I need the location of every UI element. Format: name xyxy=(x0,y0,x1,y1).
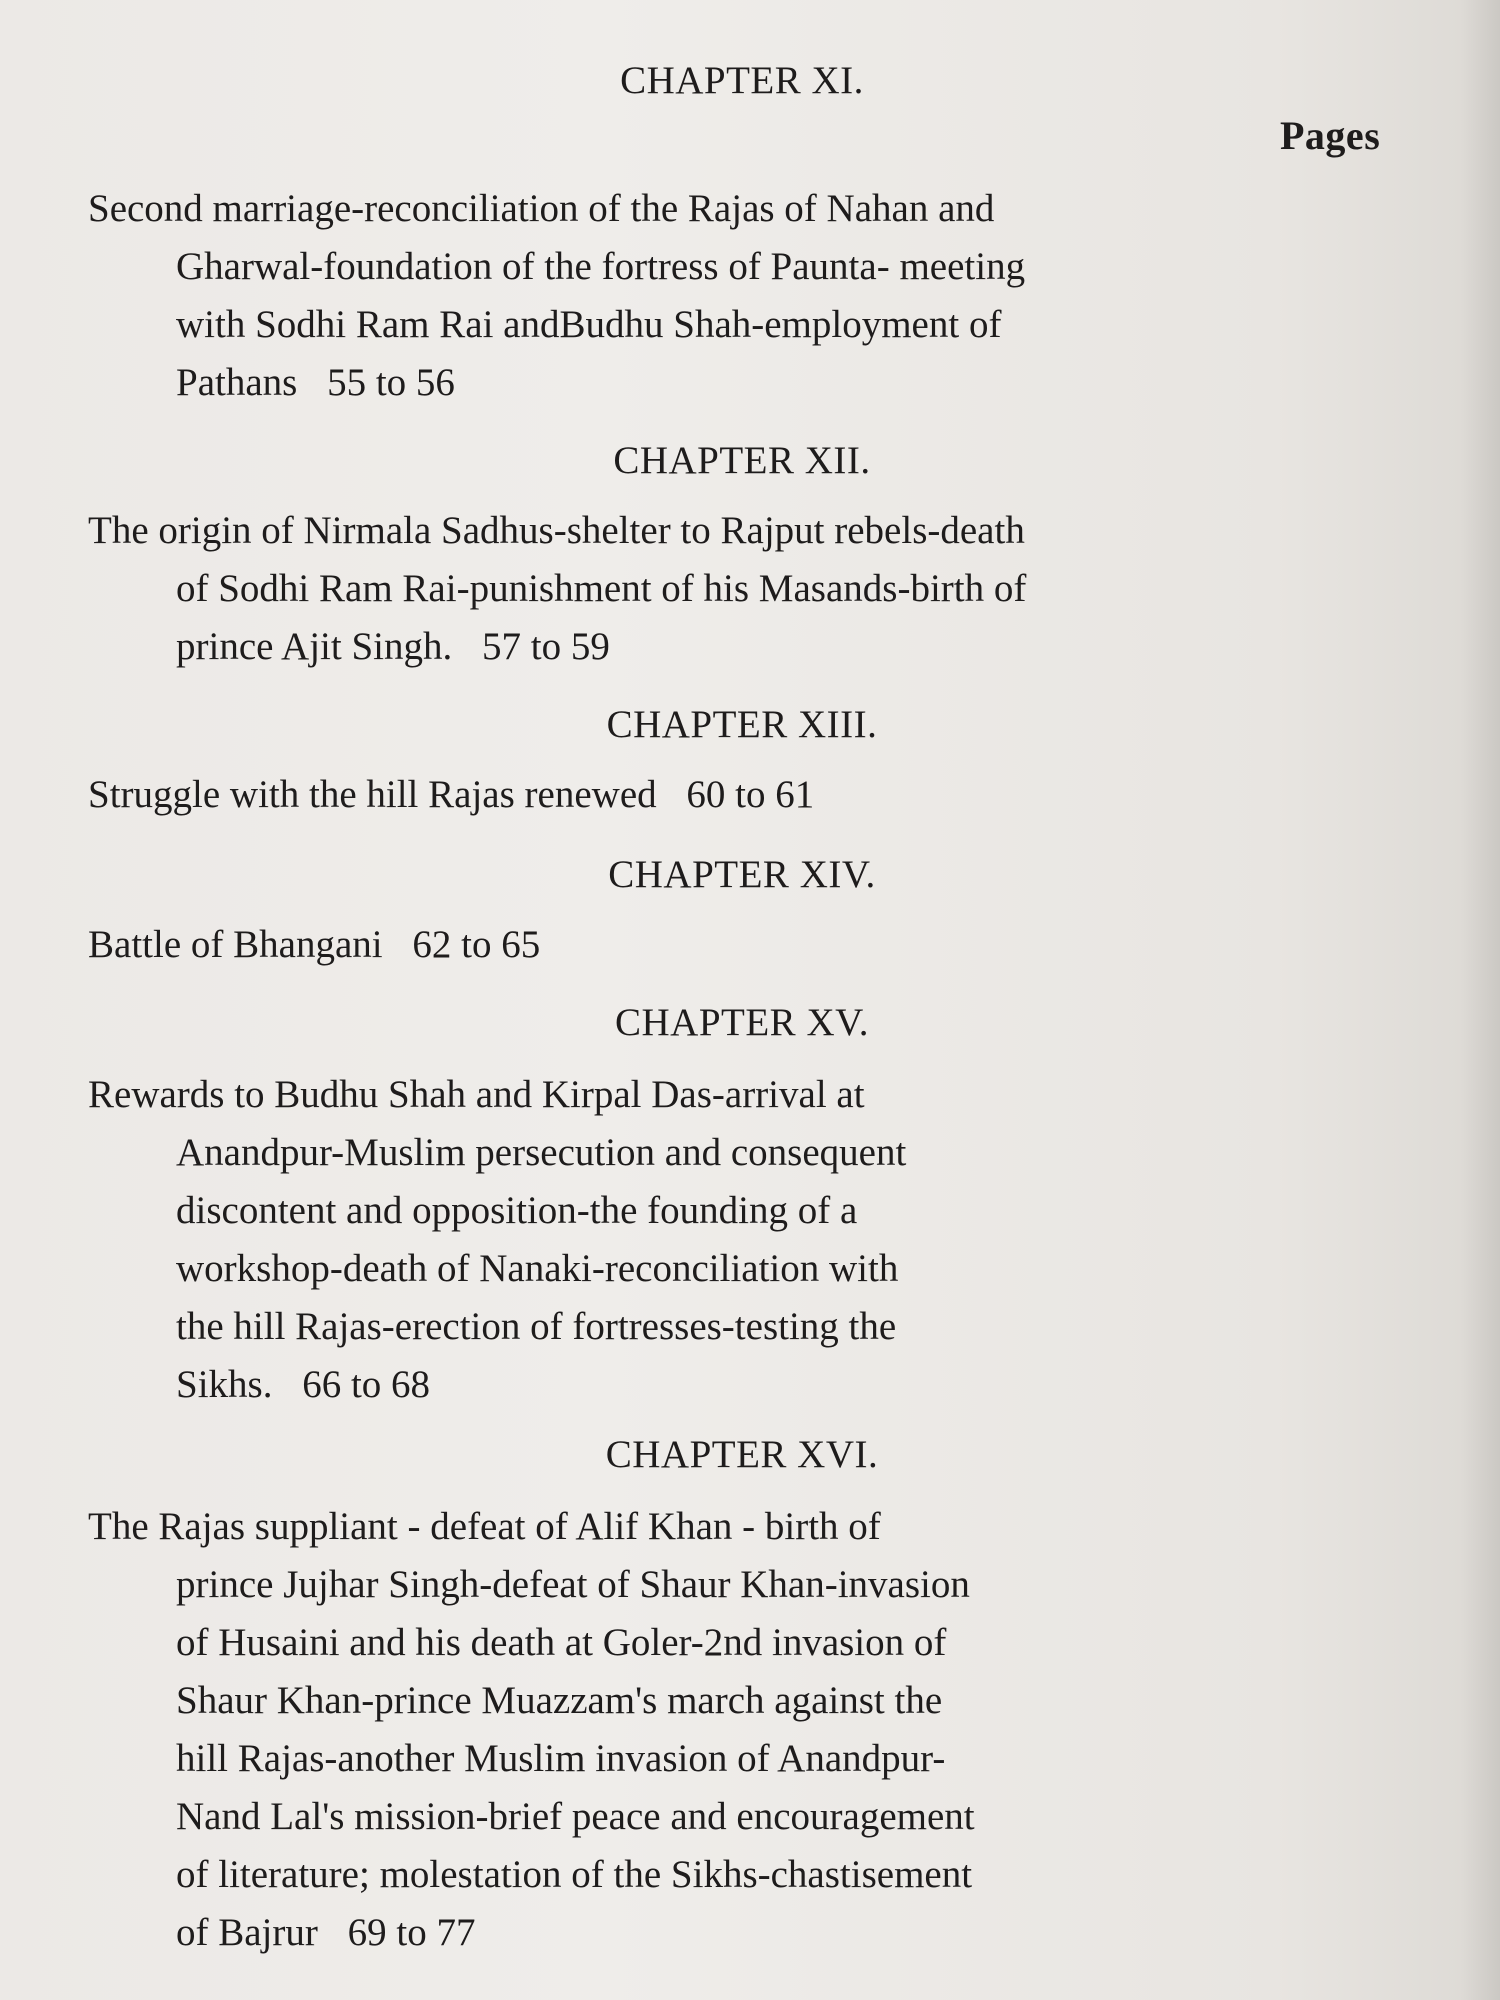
pages-column-header: Pages xyxy=(1280,113,1381,158)
chapter-heading-xv: CHAPTER XV. xyxy=(615,1001,869,1044)
chapter-heading-xiv: CHAPTER XIV. xyxy=(608,853,876,896)
toc-entry-xiv xyxy=(88,916,1418,974)
entry-line: with Sodhi Ram Rai andBudhu Shah-employment of xyxy=(176,303,1002,346)
entry-line: prince Ajit Singh. xyxy=(176,625,453,668)
entry-line: Second marriage-reconciliation of the Rajas of Nahan and xyxy=(88,187,995,230)
page-range: 57 to 59 xyxy=(482,625,610,668)
page-range: 66 to 68 xyxy=(302,1363,431,1406)
toc-entry-xi xyxy=(88,180,1418,412)
entry-line: Struggle with the hill Rajas renewed xyxy=(88,773,657,816)
entry-line: of Husaini and his death at Goler-2nd invasion of xyxy=(176,1621,947,1664)
chapter-heading-xii: CHAPTER XII. xyxy=(613,439,871,482)
chapter-heading-xiii: CHAPTER XIII. xyxy=(606,703,878,746)
toc-entry-xiii xyxy=(88,766,1418,824)
toc-entry-xvi xyxy=(88,1498,1418,1962)
entry-leader-line xyxy=(88,916,1418,974)
entry-line: Pathans xyxy=(176,361,298,404)
entry-line: discontent and opposition-the founding of a xyxy=(176,1189,858,1232)
entry-line: Nand Lal's mission-brief peace and encouragement xyxy=(176,1795,975,1838)
entry-line: Rewards to Budhu Shah and Kirpal Das-arrival at xyxy=(88,1073,865,1116)
entry-line: The Rajas suppliant - defeat of Alif Khan - birth of xyxy=(88,1505,881,1548)
entry-line: Gharwal-foundation of the fortress of Paunta- meeting xyxy=(176,245,1026,288)
page-range: 55 to 56 xyxy=(327,361,455,404)
entry-line: of Sodhi Ram Rai-punishment of his Masands-birth of xyxy=(176,567,1027,610)
page-range: 69 to 77 xyxy=(347,1911,476,1954)
entry-line: the hill Rajas-erection of fortresses-testing the xyxy=(176,1305,897,1348)
entry-line: Shaur Khan-prince Muazzam's march against the xyxy=(176,1679,943,1722)
toc-entry-xv xyxy=(88,1066,1418,1414)
entry-leader-line xyxy=(88,1356,1418,1414)
chapter-heading-xi: CHAPTER XI. xyxy=(620,59,864,102)
entry-line: Battle of Bhangani xyxy=(88,923,383,966)
entry-leader-line xyxy=(88,354,1418,412)
entry-line: The origin of Nirmala Sadhus-shelter to Rajput rebels-death xyxy=(88,509,1025,552)
entry-leader-line xyxy=(88,618,1418,676)
entry-leader-line xyxy=(88,766,1418,824)
entry-line: workshop-death of Nanaki-reconciliation with xyxy=(176,1247,899,1290)
entry-line: hill Rajas-another Muslim invasion of Anandpur- xyxy=(176,1737,946,1780)
chapter-heading-xvi: CHAPTER XVI. xyxy=(605,1433,879,1476)
entry-line: of literature; molestation of the Sikhs-chastisement xyxy=(176,1853,973,1896)
page-range: 60 to 61 xyxy=(686,773,815,816)
entry-line: Sikhs. xyxy=(176,1363,273,1406)
entry-line: Anandpur-Muslim persecution and consequent xyxy=(176,1131,907,1174)
toc-entry-xii xyxy=(88,502,1418,676)
entry-line: of Bajrur xyxy=(176,1911,318,1954)
entry-leader-line xyxy=(88,1904,1418,1962)
page-range: 62 to 65 xyxy=(412,923,541,966)
entry-line: prince Jujhar Singh-defeat of Shaur Khan-invasion xyxy=(176,1563,970,1606)
